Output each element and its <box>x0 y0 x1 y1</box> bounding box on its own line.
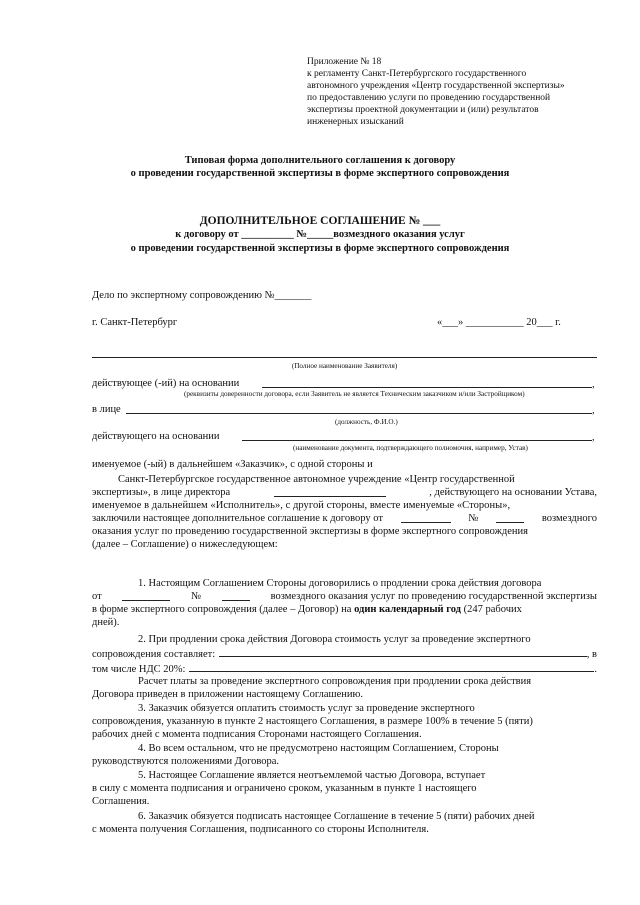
p1-text: возмездного оказания услуг по проведению государственной экспертизы <box>270 591 597 602</box>
comma: , <box>592 432 595 443</box>
p1-line <box>92 590 597 603</box>
agreement-title-line: ДОПОЛНИТЕЛЬНОЕ СОГЛАШЕНИЕ № ___ <box>199 215 441 227</box>
p1-bold: один календарный год <box>354 604 461 615</box>
p2-text: сопровождения составляет: <box>92 649 216 660</box>
p1-text: от <box>92 591 102 602</box>
p3-line: 3. Заказчик обязуется оплатить стоимость услуг за проведение экспертного <box>138 703 475 714</box>
appendix-line: экспертизы проектной документации и (или) результатов <box>307 105 539 115</box>
agreement-title <box>90 214 550 256</box>
preamble <box>92 473 597 551</box>
p1-line: дней). <box>92 617 120 628</box>
paragraph-5 <box>92 769 597 808</box>
acting-basis-line <box>262 387 592 388</box>
form-title-line: о проведении государственной экспертизы в форме экспертного сопровождения <box>130 168 510 179</box>
p5-line: в силу с момента подписания и ограничено сроком, указанным в пункте 1 настоящего <box>92 783 477 794</box>
comma: , <box>592 379 595 390</box>
paragraph-1 <box>92 577 597 629</box>
p5-line: 5. Настоящее Соглашение является неотъемлемой частью Договора, вступает <box>138 770 486 781</box>
preamble-line: (далее – Соглашение) о нижеследующем: <box>92 539 278 550</box>
appendix-line: к регламенту Санкт-Петербургского государственного <box>307 69 527 79</box>
comma: , <box>592 405 595 416</box>
in-person-line <box>126 413 592 414</box>
form-title <box>90 154 550 180</box>
label-acting: действующего на основании <box>92 431 220 442</box>
preamble-line <box>92 512 597 525</box>
period: . <box>594 664 597 675</box>
p6-line: 6. Заказчик обязуется подписать настоящее Соглашение в течение 5 (пяти) рабочих дней <box>138 811 535 822</box>
paragraph-calc <box>92 675 597 701</box>
agreement-title-line: о проведении государственной экспертизы в форме экспертного сопровождения <box>130 243 510 254</box>
p3-line: рабочих дней с момента подписания Сторонами настоящего Соглашения. <box>92 729 422 740</box>
date-blank <box>122 590 170 601</box>
paragraph-2 <box>92 633 597 676</box>
p3-line: сопровождения, указанную в пункте 2 настоящего Соглашения, в размере 100% в течение 5 (пяти) <box>92 716 533 727</box>
case-line: Дело по экспертному сопровождению №_______ <box>92 290 312 301</box>
preamble-text: экспертизы», в лице директора <box>92 487 231 498</box>
paragraph-6 <box>92 810 597 836</box>
form-title-line: Типовая форма дополнительного соглашения к договору <box>184 155 456 166</box>
preamble-text: возмездного <box>541 513 597 524</box>
p2-line <box>92 646 597 661</box>
calc-line: Расчет платы за проведение экспертного сопровождения при продлении срока действия <box>138 676 532 687</box>
preamble-line <box>92 486 597 499</box>
caption-position: (должность, Ф.И.О.) <box>335 418 398 426</box>
p4-line: 4. Во всем остальном, что не предусмотрено настоящим Соглашением, Стороны <box>138 743 499 754</box>
date-blank <box>401 512 451 523</box>
caption-applicant: (Полное наименование Заявителя) <box>291 362 398 370</box>
p2-line: 2. При продлении срока действия Договора стоимость услуг за проведение экспертного <box>138 634 531 645</box>
agreement-title-line: к договору от __________ №_____возмездного оказания услуг <box>175 229 465 240</box>
appendix-block <box>307 56 607 128</box>
director-blank <box>274 486 386 497</box>
applicant-line <box>92 357 597 358</box>
number-blank <box>496 512 524 523</box>
appendix-line: по предоставлению услуги по проведению государственной <box>307 93 551 103</box>
appendix-line: инженерных изысканий <box>307 117 404 127</box>
city: г. Санкт-Петербург <box>92 317 178 328</box>
p1-line <box>92 603 597 616</box>
label-named: именуемое (-ый) в дальнейшем «Заказчик», с одной стороны и <box>92 459 373 470</box>
p1-text: (247 рабочих <box>463 604 522 615</box>
preamble-text: № <box>468 513 479 524</box>
p4-line: руководствуются положениями Договора. <box>92 756 280 767</box>
label-acting-basis: действующее (-ий) на основании <box>92 378 240 389</box>
number-blank <box>222 590 250 601</box>
p2-line <box>92 661 597 676</box>
p1-text: в форме экспертного сопровождения (далее – Договор) на <box>92 604 352 615</box>
acting-line <box>242 440 592 441</box>
date-line: «___» ___________ 20___ г. <box>437 317 561 328</box>
appendix-line: Приложение № 18 <box>307 57 382 67</box>
preamble-line: оказания услуг по проведению государственной экспертизы в форме экспертного сопровождения <box>92 526 528 537</box>
preamble-text: , действующего на основании Устава, <box>429 487 597 498</box>
caption-requisites: (реквизиты доверенности договора, если Заявитель не является Техническим заказчиком и/или Застройщиком) <box>184 390 525 398</box>
p2-text: том числе НДС 20%: <box>92 664 186 675</box>
vat-blank <box>189 661 594 672</box>
appendix-line: автономного учреждения «Центр государственной экспертизы» <box>307 81 565 91</box>
comma: , в <box>586 649 597 660</box>
p5-line: Соглашения. <box>92 796 150 807</box>
calc-line: Договора приведен в приложении настоящему Соглашению. <box>92 689 364 700</box>
p6-line: с момента получения Соглашения, подписанного со стороны Исполнителя. <box>92 824 429 835</box>
paragraph-3 <box>92 702 597 741</box>
cost-blank <box>219 646 587 657</box>
caption-document: (наименование документа, подтверждающего полномочия, например, Устав) <box>293 444 528 452</box>
p1-line: 1. Настоящим Соглашением Стороны договорились о продлении срока действия договора <box>138 578 542 589</box>
preamble-line: Санкт-Петербургское государственное автономное учреждение «Центр государственной <box>118 474 515 485</box>
label-in-person: в лице <box>92 404 121 415</box>
p1-text: № <box>191 591 202 602</box>
preamble-line: именуемое в дальнейшем «Исполнитель», с другой стороны, вместе именуемые «Стороны», <box>92 500 511 511</box>
paragraph-4 <box>92 742 597 768</box>
preamble-text: заключили настоящее дополнительное соглашение к договору от <box>92 513 383 524</box>
